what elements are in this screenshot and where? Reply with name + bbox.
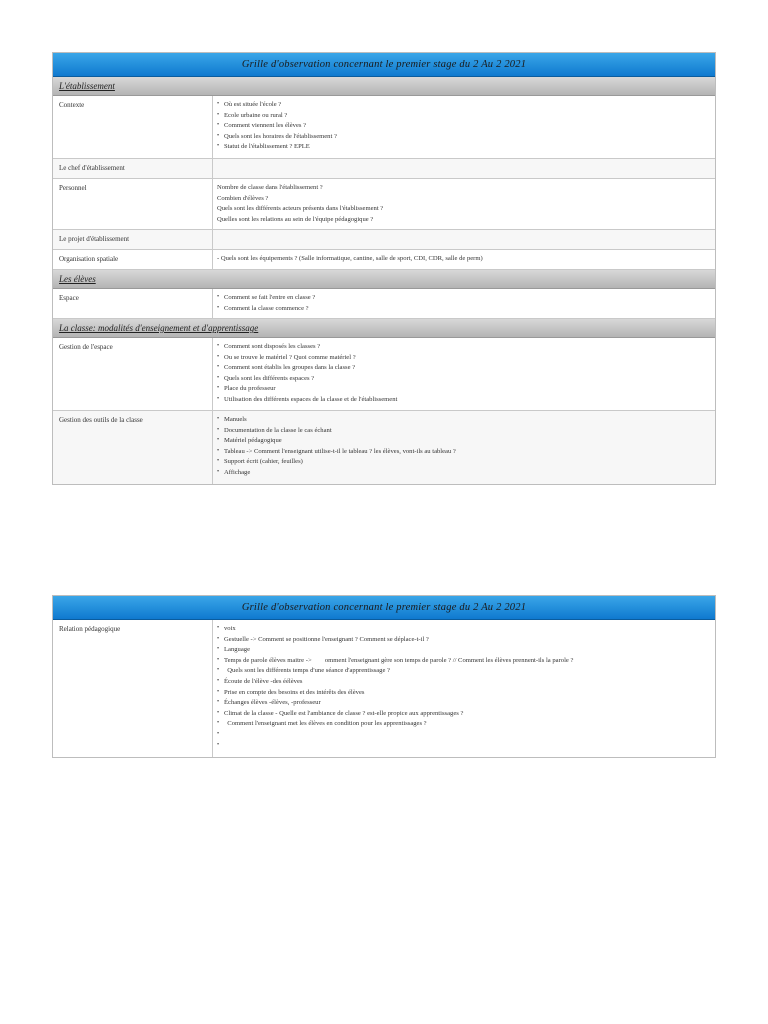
- row-label-espace: Espace: [53, 289, 213, 318]
- observation-table-2: [52, 595, 716, 758]
- section-header-classe: La classe: modalités d'enseignement et d'apprentissage: [53, 319, 715, 338]
- row-label-gestion-espace: Gestion de l'espace: [53, 338, 213, 410]
- table-row: [53, 411, 715, 484]
- list-item: • Matériel pédagogique: [217, 436, 711, 447]
- row-label-personnel: Personnel: [53, 179, 213, 229]
- row-label-organisation: Organisation spatiale: [53, 250, 213, 269]
- row-label-contexte: Contexte: [53, 96, 213, 158]
- list-item: • Comment sont établis les groupes dans la classe ?: [217, 363, 711, 374]
- row-content-gestion-outils: [213, 411, 715, 484]
- list-item: • Où est située l'école ?: [217, 100, 711, 111]
- row-label-gestion-outils: Gestion des outils de la classe: [53, 411, 213, 484]
- row-content-chef: [213, 159, 715, 178]
- text-line: - Quels sont les équipements ? (Salle informatique, cantine, salle de sport, CDI, CDR, salle de perm): [217, 255, 483, 262]
- list-item: • Tableau -> Comment l'enseignant utilise-t-il le tableau ? les élèves, vont-ils au tableau ?: [217, 447, 711, 458]
- list-item: • Échanges élèves -élèves, -professeur: [217, 698, 711, 709]
- table-title: Grille d'observation concernant le premier stage du 2 Au 2 2021: [53, 596, 715, 620]
- list-item: • Documentation de la classe le cas échant: [217, 426, 711, 437]
- row-content-projet: [213, 230, 715, 249]
- list-item: • Support écrit (cahier, feuilles): [217, 457, 711, 468]
- row-label-relation: Relation pédagogique: [53, 620, 213, 757]
- list-item: • Ou se trouve le matériel ? Quoi comme matériel ?: [217, 353, 711, 364]
- list-item: • Comment se fait l'entre en classe ?: [217, 293, 711, 304]
- table-row: [53, 159, 715, 179]
- list-item: • Quels sont les différents temps d'une séance d'apprentissage ?: [217, 666, 711, 677]
- list-item: • Place du professeur: [217, 384, 711, 395]
- list-item: • Language: [217, 645, 711, 656]
- list-item: [217, 741, 711, 752]
- list-item: • Comment l'enseignant met les élèves en condition pour les apprentissages ?: [217, 719, 711, 730]
- row-content-gestion-espace: [213, 338, 715, 410]
- list-item: • Écoute de l'élève -des éélèves: [217, 677, 711, 688]
- text-line: Nombre de classe dans l'établissement ?: [217, 184, 323, 191]
- text-line: Combien d'élèves ?: [217, 194, 269, 202]
- table-row: [53, 338, 715, 411]
- section-header-etablissement: L'établissement: [53, 77, 715, 96]
- table-row: [53, 179, 715, 230]
- list-item: • Quels sont les horaires de l'établissement ?: [217, 132, 711, 143]
- list-item: [217, 730, 711, 741]
- list-item: • voix: [217, 624, 711, 635]
- text-line: Quels sont les différents acteurs présents dans l'établissement ?: [217, 205, 384, 213]
- row-content-relation: [213, 620, 715, 757]
- list-item: • Manuels: [217, 415, 711, 426]
- list-item: • Utilisation des différents espaces de la classe et de l'établissement: [217, 395, 711, 406]
- list-item: • Ecole urbaine ou rural ?: [217, 111, 711, 122]
- observation-table-1: [52, 52, 716, 485]
- row-content-organisation: [213, 250, 715, 269]
- list-item: • Quels sont les différents espaces ?: [217, 374, 711, 385]
- section-header-eleves: Les élèves: [53, 270, 715, 289]
- table-row: [53, 289, 715, 319]
- text-line: Quelles sont les relations au sein de l'équipe pédagogique ?: [217, 215, 374, 223]
- row-content-personnel: [213, 179, 715, 229]
- list-item: • Gestuelle -> Comment se positionne l'enseignant ? Comment se déplace-t-il ?: [217, 635, 711, 646]
- list-item: • Comment la classe commence ?: [217, 304, 711, 315]
- row-content-espace: [213, 289, 715, 318]
- list-item: • Temps de parole élèves maitre -> omment l'enseignant gère son temps de parole ? // Comment les élèves prennent-ils la parole ?: [217, 656, 711, 667]
- table-row: [53, 250, 715, 270]
- table-row: [53, 620, 715, 757]
- list-item: • Climat de la classe - Quelle est l'ambiance de classe ? est-elle propice aux apprentissages ?: [217, 709, 711, 720]
- list-item: • Comment viennent les élèves ?: [217, 121, 711, 132]
- list-item: • Affichage: [217, 468, 711, 479]
- table-row: [53, 230, 715, 250]
- list-item: • Prise en compte des besoins et des intérêts des élèves: [217, 688, 711, 699]
- table-title: Grille d'observation concernant le premier stage du 2 Au 2 2021: [53, 53, 715, 77]
- list-item: • Comment sont disposés les classes ?: [217, 342, 711, 353]
- table-row: [53, 96, 715, 159]
- list-item: • Statut de l'établissement ? EPLE: [217, 142, 711, 153]
- row-content-contexte: [213, 96, 715, 158]
- row-label-projet: Le projet d'établissement: [53, 230, 213, 249]
- row-label-chef: Le chef d'établissement: [53, 159, 213, 178]
